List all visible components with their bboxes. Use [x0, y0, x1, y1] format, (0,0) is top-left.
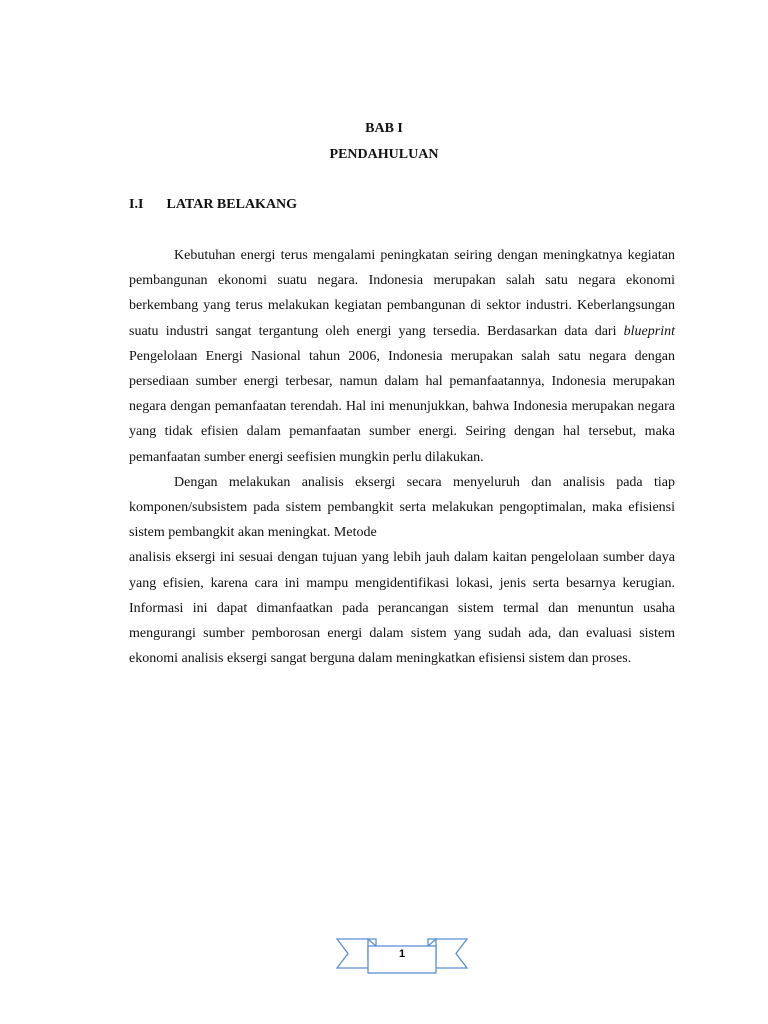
paragraph-1-text-a: Kebutuhan energi terus mengalami peningkatan seiring dengan meningkatnya kegiatan pembangunan ekonomi suatu negara. Indonesia merupakan salah satu negara ekonomi berkembang yang terus melakukan kegiatan pembangunan di sektor industri. Keberlangsungan suatu industri sangat tergantung oleh energi yang tersedia. Berdasarkan data dari: [129, 248, 675, 339]
section-heading: [129, 197, 297, 213]
page-footer: [336, 934, 468, 974]
chapter-number: BAB I: [365, 121, 403, 136]
paragraph-1-text-b: Pengelolaan Energi Nasional tahun 2006, Indonesia merupakan salah satu negara dengan persediaan sumber energi terbesar, namun dalam hal pemanfaatannya, Indonesia merupakan negara dengan pemanfaatan terendah. Hal ini menunjukkan, bahwa Indonesia merupakan negara yang tidak efisien dalam pemanfaatan sumber energi. Seiring dengan hal tersebut, maka pemanfaatan sumber energi seefisien mungkin perlu dilakukan.: [129, 348, 675, 465]
page-number: 1: [398, 948, 406, 960]
paragraph-3: analisis eksergi ini sesuai dengan tujuan yang lebih jauh dalam kaitan pengelolaan sumber daya yang efisien, karena cara ini mampu mengidentifikasi lokasi, jenis serta besarnya kerugian. Informasi ini dapat dimanfaatkan pada perancangan sistem termal dan menuntun usaha mengurangi sumber pemborosan energi dalam sistem yang sudah ada, dan evaluasi sistem ekonomi analisis eksergi sangat berguna dalam meningkatkan efisiensi sistem dan proses.: [129, 550, 675, 667]
paragraph-1: [129, 243, 675, 470]
paragraph-1-italic-term: blueprint: [623, 323, 675, 339]
section-number: I.I: [129, 197, 144, 212]
body-text: [129, 243, 675, 671]
paragraph-2: Dengan melakukan analisis eksergi secara menyeluruh dan analisis pada tiap komponen/subsistem pada sistem pembangkit serta melakukan pengoptimalan, maka efisiensi sistem pembangkit akan meningkat. Metode: [129, 474, 675, 541]
section-title: LATAR BELAKANG: [166, 197, 298, 212]
chapter-title: PENDAHULUAN: [329, 147, 439, 162]
